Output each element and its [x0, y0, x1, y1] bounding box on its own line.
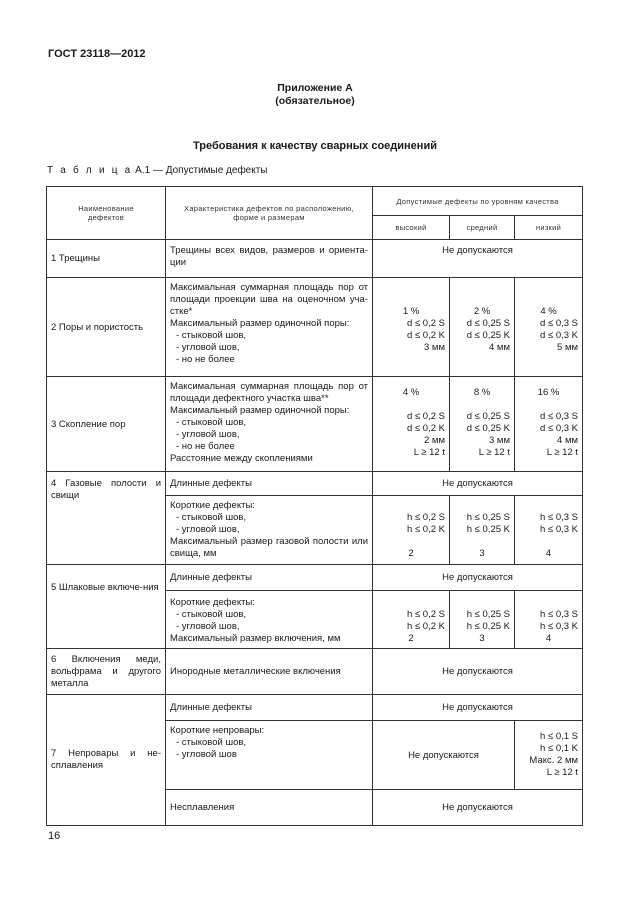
gas-high-value: h ≤ 0,2 S	[407, 512, 445, 523]
pores-low-value: 5 мм	[557, 342, 579, 353]
gas-medium-value: h ≤ 0,25 K	[466, 524, 510, 535]
cluster-low	[515, 377, 583, 472]
defects-table	[46, 186, 583, 826]
slag-char-line: Максимальный размер включения, мм	[170, 633, 341, 644]
pores-char-line: - стыковой шов,	[176, 330, 247, 341]
cluster-char-line: Максимальная суммарная площадь пор от площади дефектного участка шва**	[170, 381, 368, 404]
gas-char-line: Короткие дефекты:	[170, 500, 255, 511]
cluster-char-line: - угловой шов,	[176, 429, 240, 440]
cluster-low-value: 16 %	[537, 387, 560, 398]
not-allowed-cracks: Не допускаются	[373, 240, 583, 278]
cluster-high-value: d ≤ 0,2 K	[407, 423, 445, 434]
gas-char-line: - стыковой шов,	[176, 512, 247, 523]
not-allowed-metal: Не допускаются	[373, 649, 583, 695]
lack-char-line: Короткие непровары:	[170, 725, 265, 736]
pores-medium-value: d ≤ 0,25 K	[466, 330, 510, 341]
defect-characteristic-cluster	[166, 377, 373, 472]
table-row	[47, 565, 583, 591]
table-row	[47, 649, 583, 695]
gas-low	[515, 496, 583, 565]
slag-low-value: 4	[545, 633, 552, 644]
pores-char-line: Максимальный размер одиночной поры:	[170, 318, 350, 329]
lack-short-defects	[166, 721, 373, 790]
slag-medium	[450, 591, 515, 649]
cluster-low-value: d ≤ 0,3 S	[540, 411, 579, 422]
table-caption	[47, 165, 268, 176]
table-row	[47, 472, 583, 496]
slag-high	[373, 591, 450, 649]
slag-long-defects: Длинные дефекты	[166, 565, 373, 591]
pores-medium-value: d ≤ 0,25 S	[466, 318, 510, 329]
not-allowed-lack-long: Не допускаются	[373, 695, 583, 721]
defect-name-slag: 5 Шлаковые включе-ния	[47, 565, 166, 649]
table-header-row	[47, 187, 583, 216]
slag-high-value: 2	[408, 633, 414, 644]
slag-medium-value: 3	[479, 633, 485, 644]
slag-medium-value: h ≤ 0,25 S	[466, 609, 510, 620]
section-title: Требования к качеству сварных соединений	[193, 140, 437, 152]
cluster-char-line: - но не более	[176, 441, 235, 452]
slag-low-value: h ≤ 0,3 S	[540, 609, 579, 620]
gas-char-line: Максимальный размер газовой полости или свища, мм	[170, 536, 368, 559]
gas-medium	[450, 496, 515, 565]
gas-high	[373, 496, 450, 565]
gas-short-defects	[166, 496, 373, 565]
table-row	[47, 695, 583, 721]
pores-high-value: d ≤ 0,2 S	[407, 318, 445, 329]
pores-high	[373, 278, 450, 377]
lack-char-line: - стыковой шов,	[176, 737, 247, 748]
table-caption-rest: А.1 — Допустимые дефекты	[132, 165, 268, 176]
table-row	[47, 377, 583, 472]
pores-char-line: - угловой шов,	[176, 342, 240, 353]
defect-name-pores: 2 Поры и пористость	[47, 278, 166, 377]
header-level-medium: средний	[450, 216, 515, 240]
gas-low-value: 4	[545, 548, 552, 559]
lack-low-value: h ≤ 0,1 S	[540, 731, 579, 742]
table-caption-prefix: Т а б л и ц а	[47, 165, 133, 176]
defect-characteristic-cracks: Трещины всех видов, размеров и ориента-ции	[166, 240, 373, 278]
gas-high-value: h ≤ 0,2 K	[407, 524, 445, 535]
slag-char-line: Короткие дефекты:	[170, 597, 255, 608]
defect-name-cluster: 3 Скопление пор	[47, 377, 166, 472]
defect-name-cracks: 1 Трещины	[47, 240, 166, 278]
lack-long-defects: Длинные дефекты	[166, 695, 373, 721]
defect-name-gas: 4 Газовые полости и свищи	[47, 472, 166, 565]
cluster-high	[373, 377, 450, 472]
gas-medium-value: 3	[479, 548, 485, 559]
lack-char-line: - угловой шов	[176, 749, 237, 760]
defect-name-metal: 6 Включения меди, вольфрама и другого металла	[47, 649, 166, 695]
lack-low	[515, 721, 583, 790]
header-level-high: высокий	[373, 216, 450, 240]
header-allowed-defects: Допустимые дефекты по уровням качества	[373, 187, 583, 216]
gas-char-line: - угловой шов,	[176, 524, 240, 535]
defect-name-lack: 7 Непровары и не-сплавления	[47, 695, 166, 826]
page-number: 16	[48, 830, 61, 842]
cluster-char-line: - стыковой шов,	[176, 417, 247, 428]
lack-low-value: L ≥ 12 t	[546, 767, 579, 778]
pores-medium	[450, 278, 515, 377]
cluster-high-value: d ≤ 0,2 S	[407, 411, 445, 422]
pores-high-value: 3 мм	[424, 342, 445, 353]
lack-fusion-defects: Несплавления	[166, 790, 373, 826]
pores-low-value: 4 %	[540, 306, 557, 317]
cluster-medium-value: L ≥ 12 t	[478, 447, 510, 458]
cluster-char-line: Максимальный размер одиночной поры:	[170, 405, 350, 416]
cluster-low-value: d ≤ 0,3 K	[540, 423, 579, 434]
pores-char-line: Максимальная суммарная площадь пор от площади проекции шва на оценочном уча-стке*	[170, 282, 368, 317]
lack-low-value: Макс. 2 мм	[529, 755, 579, 766]
pores-medium-value: 4 мм	[489, 342, 510, 353]
not-allowed-lack-fusion: Не допускаются	[373, 790, 583, 826]
slag-char-line: - угловой шов,	[176, 621, 240, 632]
pores-low-value: d ≤ 0,3 K	[540, 330, 579, 341]
pores-high-value: d ≤ 0,2 K	[407, 330, 445, 341]
slag-medium-value: h ≤ 0,25 K	[466, 621, 510, 632]
header-characteristic: Характеристика дефектов по расположению, форме и размерам	[166, 187, 373, 240]
cluster-high-value: L ≥ 12 t	[413, 447, 445, 458]
header-level-low: низкий	[515, 216, 583, 240]
slag-low	[515, 591, 583, 649]
slag-short-defects	[166, 591, 373, 649]
pores-medium-value: 2 %	[473, 306, 491, 317]
lack-low-value: h ≤ 0,1 K	[540, 743, 579, 754]
gas-long-defects: Длинные дефекты	[166, 472, 373, 496]
appendix-title: Приложение А	[277, 82, 353, 94]
appendix-heading	[0, 82, 630, 108]
cluster-low-value: L ≥ 12 t	[546, 447, 579, 458]
cluster-medium-value: d ≤ 0,25 S	[466, 411, 510, 422]
gas-low-value: h ≤ 0,3 K	[540, 524, 579, 535]
cluster-high-value: 4 %	[402, 387, 420, 398]
cluster-high-value: 2 мм	[424, 435, 445, 446]
pores-char-line: - но не более	[176, 354, 235, 365]
pores-low-value: d ≤ 0,3 S	[540, 318, 579, 329]
cluster-char-line: Расстояние между скоплениями	[170, 453, 313, 464]
gas-medium-value: h ≤ 0,25 S	[466, 512, 510, 523]
defect-characteristic-metal: Инородные металлические включения	[166, 649, 373, 695]
table-row	[47, 278, 583, 377]
cluster-medium	[450, 377, 515, 472]
defect-characteristic-pores	[166, 278, 373, 377]
table-row	[47, 240, 583, 278]
document-code: ГОСТ 23118—2012	[48, 48, 146, 60]
cluster-medium-value: 8 %	[473, 387, 491, 398]
not-allowed-gas-long: Не допускаются	[373, 472, 583, 496]
not-allowed-lack-short: Не допускаются	[373, 721, 515, 790]
gas-low-value: h ≤ 0,3 S	[540, 512, 579, 523]
cluster-medium-value: 3 мм	[489, 435, 510, 446]
slag-high-value: h ≤ 0,2 K	[407, 621, 445, 632]
slag-char-line: - стыковой шов,	[176, 609, 247, 620]
header-defect-name: Наименование дефектов	[47, 187, 166, 240]
cluster-low-value: 4 мм	[557, 435, 579, 446]
pores-high-value: 1 %	[402, 306, 420, 317]
not-allowed-slag-long: Не допускаются	[373, 565, 583, 591]
slag-high-value: h ≤ 0,2 S	[407, 609, 445, 620]
pores-low	[515, 278, 583, 377]
cluster-medium-value: d ≤ 0,25 K	[466, 423, 510, 434]
appendix-status: (обязательное)	[275, 95, 355, 107]
slag-low-value: h ≤ 0,3 K	[540, 621, 579, 632]
gas-high-value: 2	[408, 548, 414, 559]
